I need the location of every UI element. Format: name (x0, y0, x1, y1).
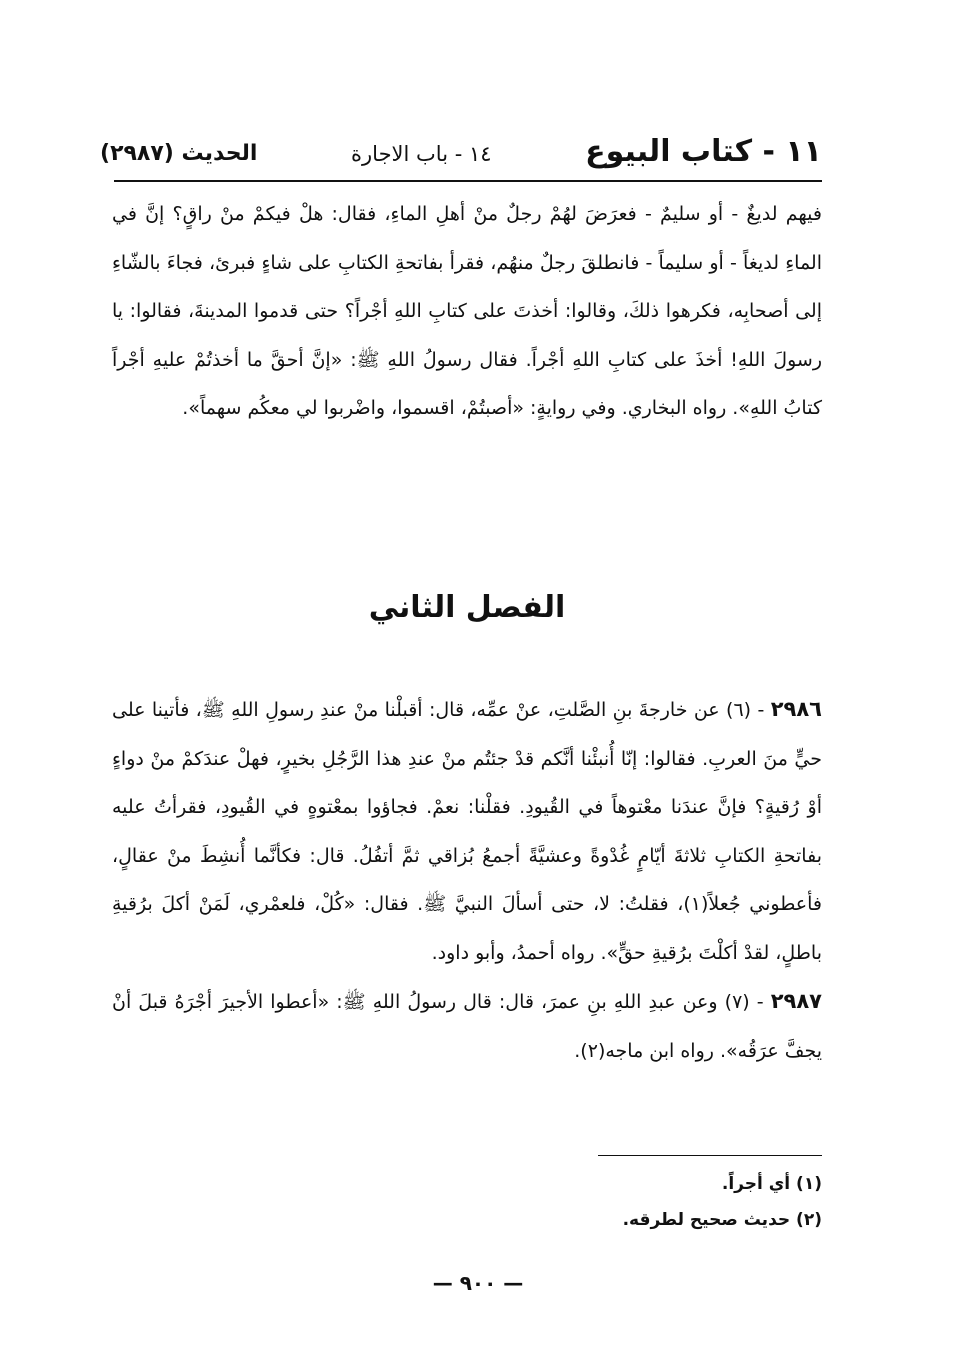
hadith-number: ٢٩٨٦ (770, 697, 822, 721)
hadith-entry (112, 977, 822, 1075)
hadith-range: الحديث (٢٩٨٧) (100, 141, 258, 166)
hadith-text: - (٦) عن خارجةَ بنِ الصَّلتِ، عنْ عمِّه، قال: أقبلْنا منْ عندِ رسولِ اللهِ ﷺ، فأتينا على حيٍّ منَ العربِ. فقالوا: إنّا أُنبئْنا أنَّكم قدْ جئتُم منْ عندِ هذا الرَّجُلِ بخيرٍ، فهلْ عندَكمْ منْ دواءٍ أوْ رُقيةٍ؟ فإنَّ عندَنا معْتوهاً في القُيودِ. فقلْنا: نعمْ. فجاؤوا بمعْتوهٍ في القُيودِ، فقرأتُ عليه بفاتحةِ الكتابِ ثلاثةَ أيّامٍ غُدْوةً وعشيَّةً أجمعُ بُزاقي ثمَّ أتفُلُ. قال: فكأنَّما أُنشِطَ منْ عقالٍ، فأعطوني جُعلاً(١)، فقلتُ: لا، حتى أسألَ النبيَّ ﷺ. فقال: «كُلْ، فلعمْري، لَمَنْ أكلَ برُقيةِ باطلٍ، لقدْ أكلْتَ برُقيةِ حقٍّ». رواه أحمدُ، وأبو داود. (112, 699, 822, 964)
header-divider (114, 180, 822, 182)
running-header (100, 124, 822, 174)
footnote: (٢) حديث صحيح لطرقه. (622, 1210, 822, 1230)
footnotes (420, 1166, 822, 1238)
hadith-number: ٢٩٨٧ (770, 989, 822, 1013)
book-title: ١١ - كتاب البيوع (585, 134, 822, 169)
continued-paragraph: فيهم لديغٌ - أو سليمٌ - فعرَضَ لهُمْ رجلٌ منْ أهلِ الماءِ، فقال: هلْ فيكمْ منْ راقٍ؟ إنَّ في الماءِ لديغاً - أو سليماً - فانطلقَ رجلٌ منهُم، فقرأ بفاتحةِ الكتابِ على شاءٍ فبرئ، فجاءَ بالشّاءِ إلى أصحابِه، فكرهوا ذلكَ، وقالوا: أخذتَ على كتابِ اللهِ أجْراً؟ حتى قدموا المدينةَ، فقالوا: يا رسولَ اللهِ! أخذَ على كتابِ اللهِ أجْراً. فقال رسولُ اللهِ ﷺ: «إنَّ أحقَّ ما أخذتُمْ عليهِ أجْراً كتابُ اللهِ». رواه البخاري. وفي روايةٍ: «أصبتُمْ، اقسموا، واضْربوا لي معكُم سهماً». (112, 203, 822, 419)
page-number: — ٩٠٠ — (432, 1271, 524, 1295)
section-title: الفصل الثاني (368, 590, 566, 625)
hadith-entry (112, 685, 822, 977)
hadith-text: - (٧) وعن عبدِ اللهِ بنِ عمرَ، قال: قال رسولُ اللهِ ﷺ: «أعطوا الأجيرَ أجْرَهُ قبلَ أنْ يجفَّ عرَقُه». رواه ابن ماجه(٢). (112, 991, 822, 1062)
footnote-divider (598, 1155, 822, 1156)
chapter-title: ١٤ - باب الاجارة (351, 142, 492, 166)
footnote: (١) أي أجراً. (721, 1174, 822, 1194)
continued-text (112, 190, 822, 433)
hadith-list (112, 685, 822, 1075)
